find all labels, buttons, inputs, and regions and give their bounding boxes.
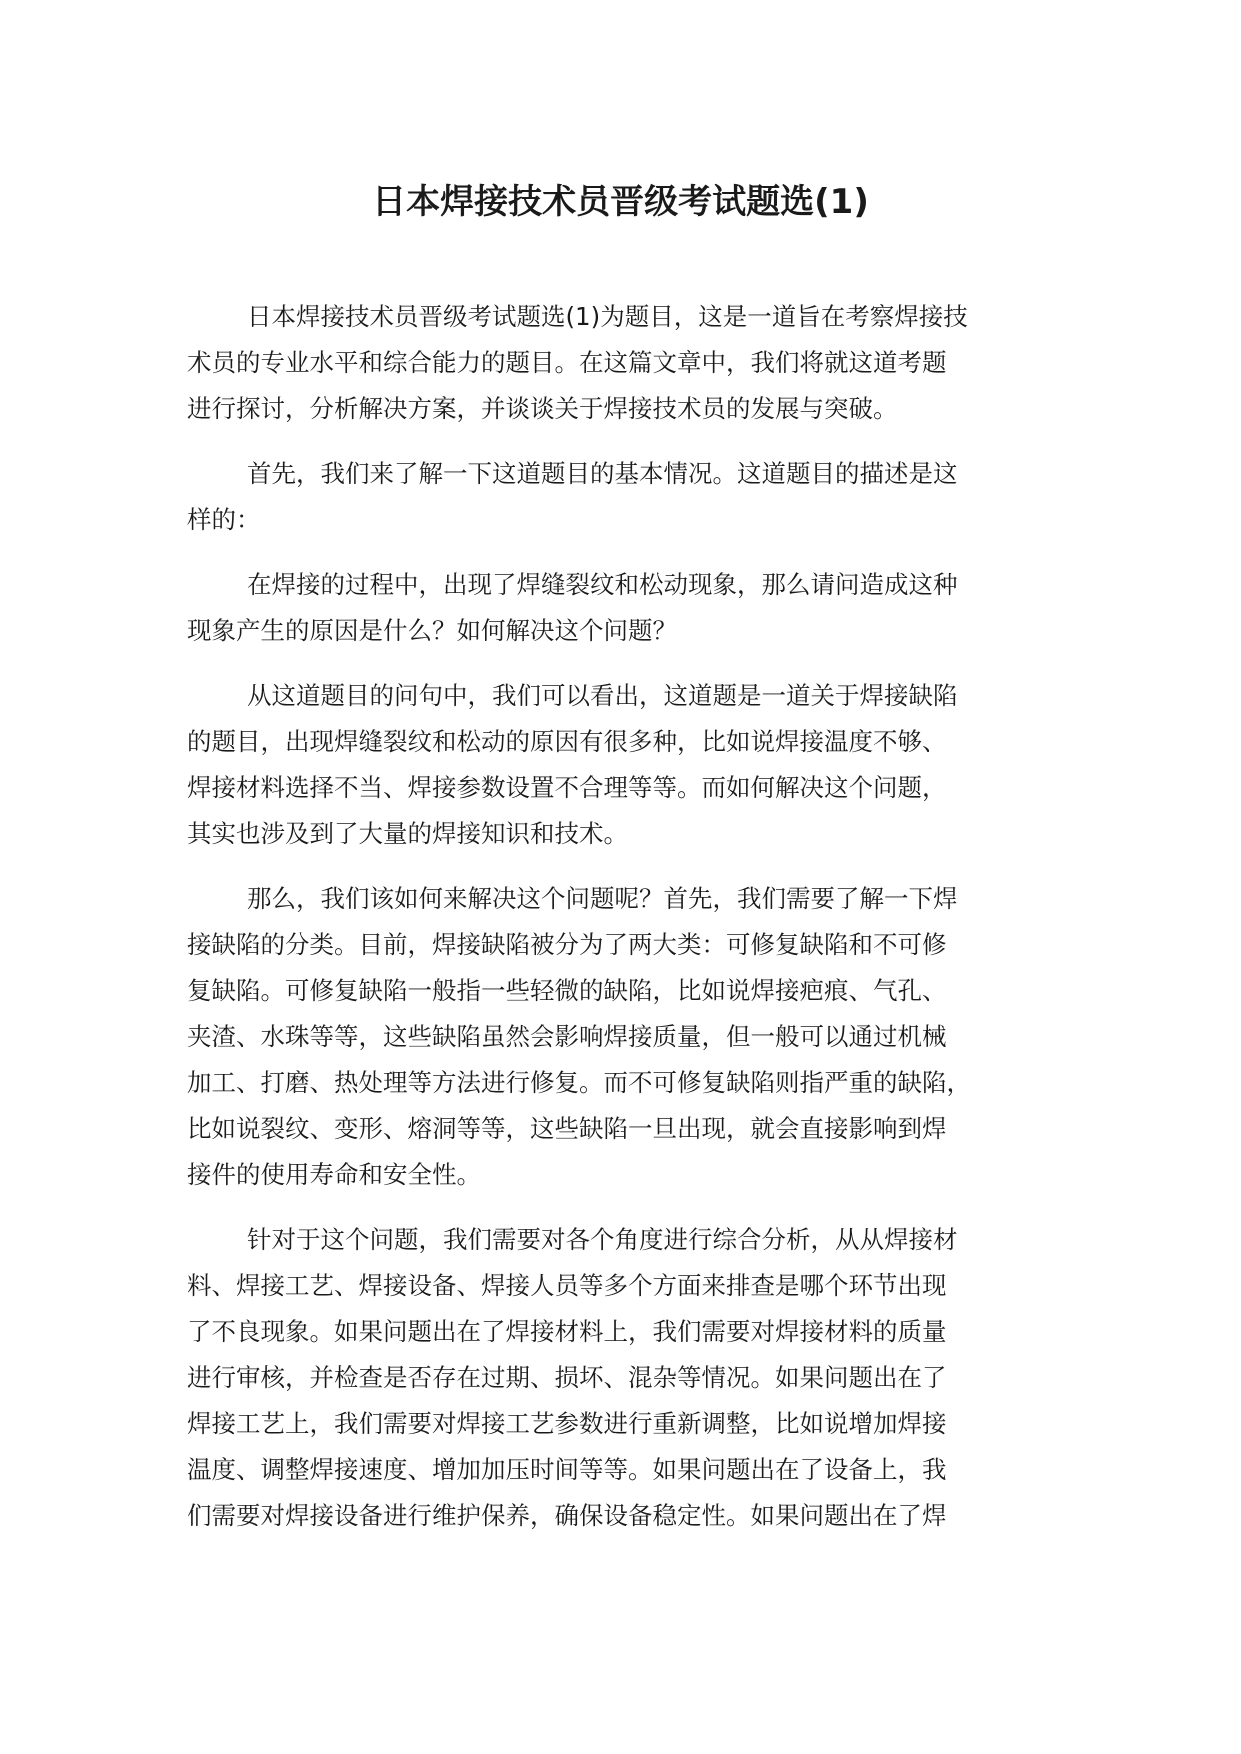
document-body	[187, 294, 1037, 1558]
paragraph-line: 首先，我们来了解一下这道题目的基本情况。这道题目的描述是这	[247, 459, 958, 488]
paragraph-line: 焊接材料选择不当、焊接参数设置不合理等等。而如何解决这个问题，	[187, 773, 947, 802]
paragraph-line: 其实也涉及到了大量的焊接知识和技术。	[187, 819, 628, 848]
paragraph-line: 进行探讨，分析解决方案，并谈谈关于焊接技术员的发展与突破。	[187, 394, 898, 423]
paragraph-line: 比如说裂纹、变形、熔洞等等，这些缺陷一旦出现，就会直接影响到焊	[187, 1114, 947, 1143]
paragraph-line: 料、焊接工艺、焊接设备、焊接人员等多个方面来排查是哪个环节出现	[187, 1271, 947, 1300]
paragraph	[187, 673, 1037, 857]
paragraph-line: 现象产生的原因是什么？如何解决这个问题？	[187, 616, 677, 645]
paragraph-line: 接缺陷的分类。目前，焊接缺陷被分为了两大类：可修复缺陷和不可修	[187, 930, 947, 959]
paragraph-line: 的题目，出现焊缝裂纹和松动的原因有很多种，比如说焊接温度不够、	[187, 727, 947, 756]
paragraph-line: 们需要对焊接设备进行维护保养，确保设备稳定性。如果问题出在了焊	[187, 1501, 947, 1530]
paragraph-line: 样的：	[187, 505, 261, 534]
document-title: 日本焊接技术员晋级考试题选(1)	[372, 182, 869, 222]
paragraph-line: 进行审核，并检查是否存在过期、损坏、混杂等情况。如果问题出在了	[187, 1363, 947, 1392]
paragraph	[187, 451, 1037, 543]
paragraph	[187, 294, 1037, 432]
paragraph-line: 夹渣、水珠等等，这些缺陷虽然会影响焊接质量，但一般可以通过机械	[187, 1022, 947, 1051]
paragraph-line: 在焊接的过程中，出现了焊缝裂纹和松动现象，那么请问造成这种	[247, 570, 958, 599]
paragraph-line: 温度、调整焊接速度、增加加压时间等等。如果问题出在了设备上，我	[187, 1455, 947, 1484]
paragraph-line: 从这道题目的问句中，我们可以看出，这道题是一道关于焊接缺陷	[247, 681, 958, 710]
paragraph-line: 术员的专业水平和综合能力的题目。在这篇文章中，我们将就这道考题	[187, 348, 947, 377]
paragraph	[187, 562, 1037, 654]
paragraph-line: 日本焊接技术员晋级考试题选(1)为题目，这是一道旨在考察焊接技	[247, 302, 968, 331]
paragraph-line: 加工、打磨、热处理等方法进行修复。而不可修复缺陷则指严重的缺陷，	[187, 1068, 971, 1097]
paragraph-line: 接件的使用寿命和安全性。	[187, 1160, 481, 1189]
paragraph-line: 焊接工艺上，我们需要对焊接工艺参数进行重新调整，比如说增加焊接	[187, 1409, 947, 1438]
paragraph-line: 了不良现象。如果问题出在了焊接材料上，我们需要对焊接材料的质量	[187, 1317, 947, 1346]
paragraph-line: 复缺陷。可修复缺陷一般指一些轻微的缺陷，比如说焊接疤痕、气孔、	[187, 976, 947, 1005]
paragraph	[187, 876, 1037, 1198]
paragraph-line: 那么，我们该如何来解决这个问题呢？首先，我们需要了解一下焊	[247, 884, 958, 913]
paragraph	[187, 1217, 1037, 1539]
paragraph-line: 针对于这个问题，我们需要对各个角度进行综合分析，从从焊接材	[247, 1225, 958, 1254]
